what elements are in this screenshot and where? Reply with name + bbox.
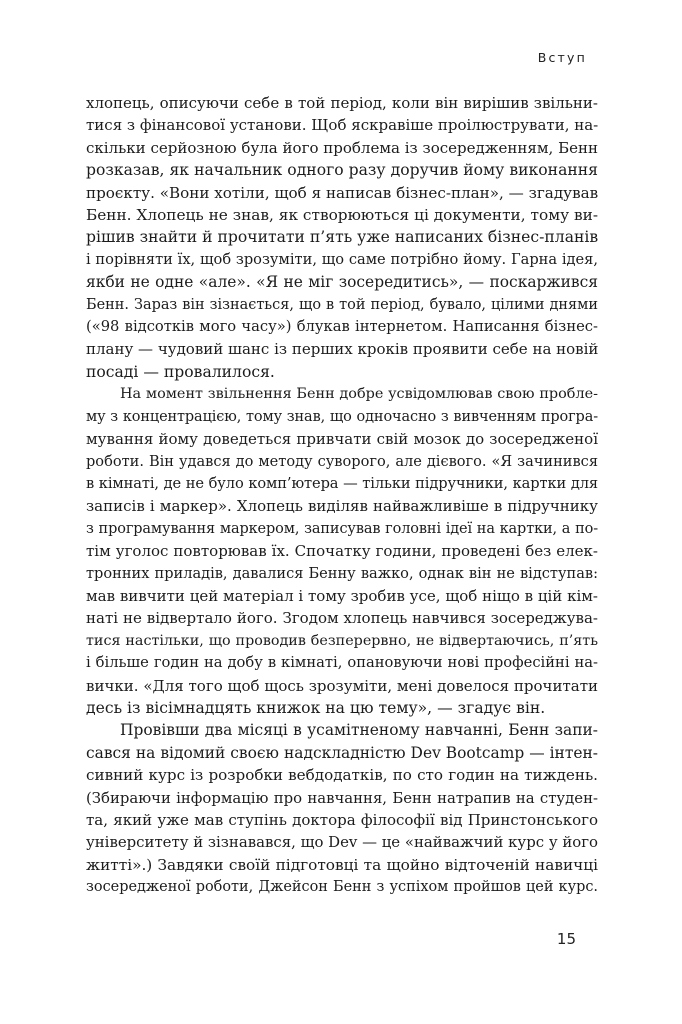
text-line: тися з фінансової установи. Щоб яскравіше проілюструвати, на- xyxy=(86,116,599,135)
text-line: якби не одне «але». «Я не міг зосередитись», — поскаржився xyxy=(86,273,598,292)
text-line: мування йому доведеться привчати свій мозок до зосередженої xyxy=(86,430,598,449)
text-line: му з концентрацією, тому знав, що одночасно з вивченням програ- xyxy=(86,408,598,425)
text-line: десь із вісімнадцять книжок на цю тему», — згадує він. xyxy=(86,698,546,717)
text-line: мав вивчити цей матеріал і тому зробив усе, щоб ніщо в цій кім- xyxy=(86,586,598,605)
text-line: Бенн. Зараз він зізнається, що в той період, бувало, цілими днями xyxy=(86,296,598,313)
text-line: в кімнаті, де не було комп’ютера — тільки підручники, картки для xyxy=(86,474,598,492)
text-line: і більше годин на добу в кімнаті, опановуючи нові професійні на- xyxy=(86,654,598,672)
text-line: наті не відвертало його. Згодом хлопець навчився зосереджува- xyxy=(86,609,598,628)
text-line: (Збираючи інформацію про навчання, Бенн натрапив на студен- xyxy=(86,788,598,807)
text-line: скільки серйозною була його проблема із зосередженням, Бенн xyxy=(86,138,598,157)
text-line: вички. «Для того щоб щось зрозуміти, мені довелося прочитати xyxy=(86,676,598,695)
text-line: роботи. Він удався до методу суворого, але дієвого. «Я зачинився xyxy=(86,452,598,470)
text-line: записів і маркер». Хлопець виділяв найважливіше в підручнику xyxy=(86,497,598,516)
text-line: тронних приладів, давалися Бенну важко, однак він не відступав: xyxy=(86,564,598,582)
text-line: хлопець, описуючи себе в той період, коли він вирішив звільни- xyxy=(86,94,598,112)
text-line: тися настільки, що проводив безперервно, не відвертаючись, п’ять xyxy=(86,632,598,649)
running-head: Вступ xyxy=(537,50,587,65)
text-line: тім уголос повторював їх. Спочатку години, проведені без елек- xyxy=(86,542,598,561)
body-text xyxy=(86,92,598,899)
text-line: сався на відомий своєю надскладністю Dev Bootcamp — інтен- xyxy=(86,743,598,762)
text-line: («98 відсотків мого часу») блукав інтернетом. Написання бізнес- xyxy=(86,318,598,336)
text-line: зосередженої роботи, Джейсон Бенн з успіхом пройшов цей курс. xyxy=(86,879,598,896)
text-line: житті».) Завдяки своїй підготовці та щойно відточеній навичці xyxy=(86,855,598,874)
text-line: посаді — провалилося. xyxy=(86,362,275,381)
text-line: На момент звільнення Бенн добре усвідомлював свою пробле- xyxy=(120,386,598,403)
text-line: плану — чудовий шанс із перших кроків проявити себе на новій xyxy=(86,340,599,359)
text-line: і порівняти їх, щоб зрозуміти, що саме потрібно йому. Гарна ідея, xyxy=(86,250,598,268)
text-line: розказав, як начальник одного разу доручив йому виконання xyxy=(86,161,598,180)
text-line: та, який уже мав ступінь доктора філософії від Принстонського xyxy=(86,811,598,829)
text-line: рішив знайти й прочитати п’ять уже написаних бізнес-планів xyxy=(86,228,599,247)
text-line: Бенн. Хлопець не знав, як створюються ці документи, тому ви- xyxy=(86,206,598,225)
text-line: сивний курс із розробки вебдодатків, по сто годин на тиждень. xyxy=(86,766,598,785)
text-line: з програмування маркером, записував головні ідеї на картки, а по- xyxy=(86,520,598,537)
text-line: проєкту. «Вони хотіли, щоб я написав бізнес-план», — згадував xyxy=(86,183,599,202)
page-number: 15 xyxy=(556,930,576,948)
text-line: Провівши два місяці в усамітненому навчанні, Бенн запи- xyxy=(120,721,598,740)
text-line: університету й зізнавався, що Dev — це «найважчий курс у його xyxy=(86,833,598,852)
